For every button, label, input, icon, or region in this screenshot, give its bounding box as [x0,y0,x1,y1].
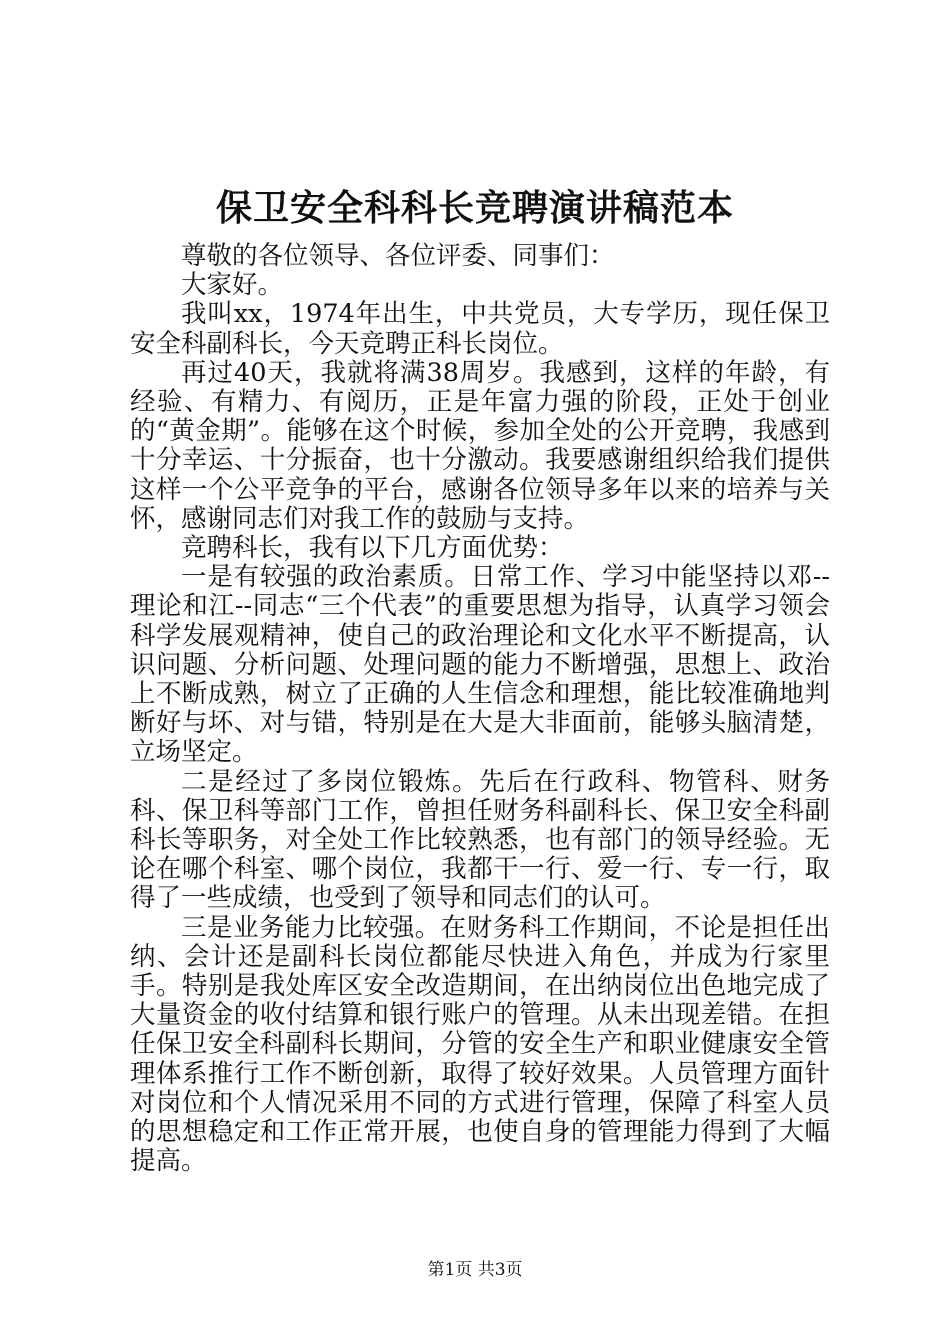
greeting-paragraph: 大家好。 [181,270,284,301]
multi-position-paragraph: 二是经过了多岗位锻炼。先后在行政科、物管科、财务科、保卫科等部门工作，曾担任财务科副科长、保卫安全科副科长等职务，对全处工作比较熟悉，也有部门的领导经验。无论在哪个科室、哪个岗位，我都干一行、爱一行、专一行，取得了一些成绩，也受到了领导和同志们的认可。 [130,766,830,914]
introduction-paragraph: 我叫xx，1974年出生，中共党员，大专学历，现任保卫安全科副科长，今天竞聘正科长岗位。 [130,299,830,359]
age-experience-paragraph: 再过40天，我就将满38周岁。我感到，这样的年龄，有经验、有精力、有阅历，正是年富力强的阶段，正处于创业的“黄金期”。能够在这个时候，参加全处的公开竞聘，我感到十分幸运、十分振奋，也十分激动。我要感谢组织给我们提供这样一个公平竞争的平台，感谢各位领导多年以来的培养与关怀，感谢同志们对我工作的鼓励与支持。 [130,357,830,534]
document-title: 保卫安全科科长竞聘演讲稿范本 [215,187,734,229]
business-ability-paragraph: 三是业务能力比较强。在财务科工作期间，不论是担任出纳、会计还是副科长岗位都能尽快进入角色，并成为行家里手。特别是我处库区安全改造期间，在出纳岗位出色地完成了大量资金的收付结算和银行账户的管理。从未出现差错。在担任保卫安全科副科长期间，分管的安全生产和职业健康安全管理体系推行工作不断创新，取得了较好效果。人员管理方面针对岗位和个人情况采用不同的方式进行管理，保障了科室人员的思想稳定和工作正常开展，也使自身的管理能力得到了大幅提高。 [130,912,830,1177]
salutation-paragraph: 尊敬的各位领导、各位评委、同事们： [181,241,615,271]
advantages-intro-paragraph: 竞聘科长，我有以下几方面优势： [181,533,564,564]
document-body [130,242,830,1177]
political-quality-paragraph: 一是有较强的政治素质。日常工作、学习中能坚持以邓--理论和江--同志“三个代表”的重要思想为指导，认真学习领会科学发展观精神，使自己的政治理论和文化水平不断提高，认识问题、分析问题、处理问题的能力不断增强，思想上、政治上不断成熟，树立了正确的人生信念和理想，能比较准确地判断好与坏、对与错，特别是在大是大非面前，能够头脑清楚，立场坚定。 [130,562,830,768]
page-footer: 第1页 共3页 [427,1260,523,1280]
